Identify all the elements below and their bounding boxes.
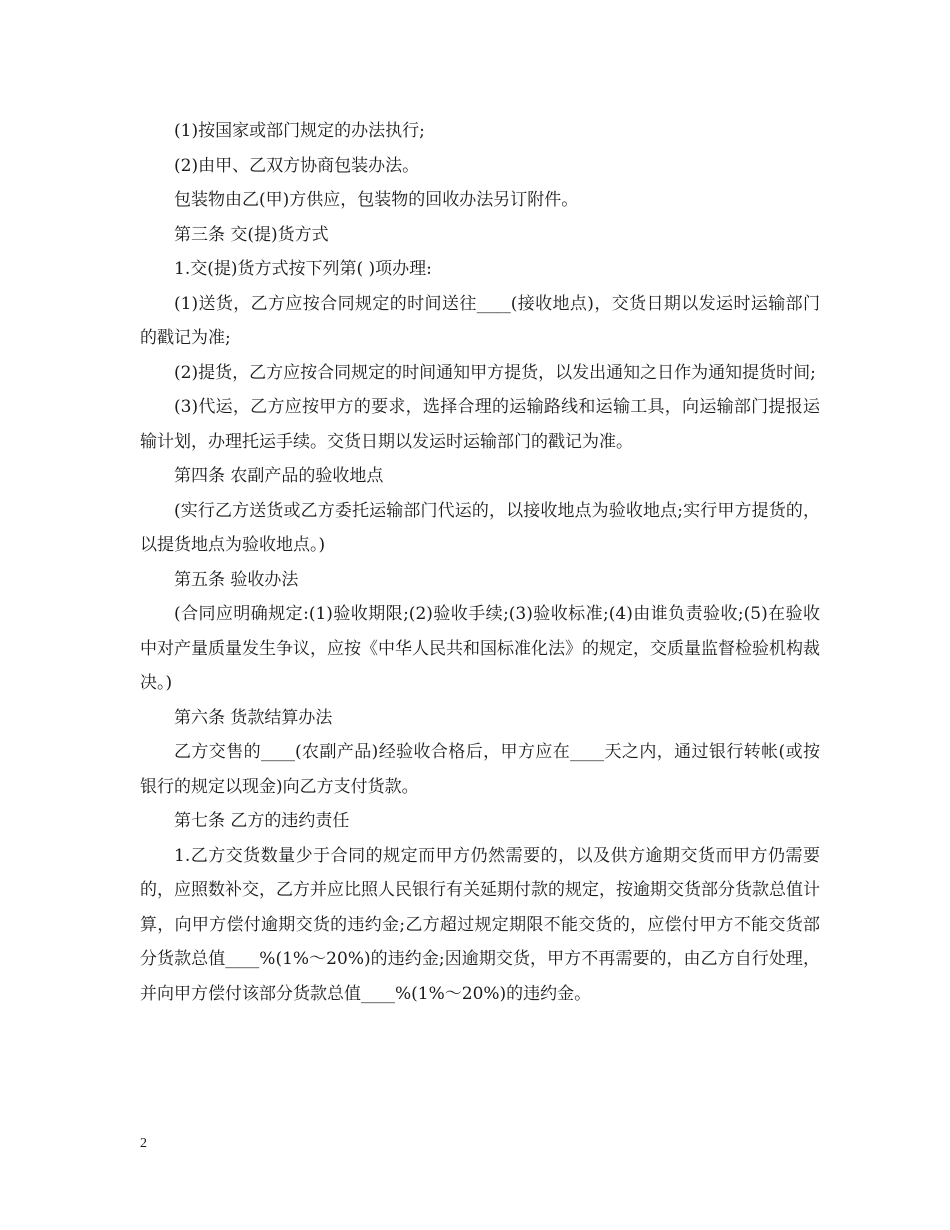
paragraph-delivery-option-1: (1)送货，乙方应按合同规定的时间送往____(接收地点)，交货日期以发运时运输部门的戳记为准; <box>140 293 820 348</box>
paragraph-packing-supply: 包装物由乙(甲)方供应，包装物的回收办法另订附件。 <box>174 190 579 210</box>
paragraph-delivery-option-2: (2)提货，乙方应按合同规定的时间通知甲方提货，以发出通知之日作为通知提货时间; <box>174 362 816 383</box>
heading-article-5: 第五条 验收办法 <box>174 569 299 590</box>
paragraph-delivery-method: 1.交(提)货方式按下列第( )项办理: <box>174 259 432 279</box>
page-number: 2 <box>140 1136 147 1151</box>
heading-article-3: 第三条 交(提)货方式 <box>174 224 329 245</box>
heading-article-4: 第四条 农副产品的验收地点 <box>174 466 384 486</box>
paragraph-inspection-location: (实行乙方送货或乙方委托运输部门代运的，以接收地点为验收地点;实行甲方提货的，以提货地点为验收地点。) <box>140 500 820 555</box>
document-body <box>140 114 820 1011</box>
paragraph-packing-method-1: (1)按国家或部门规定的办法执行; <box>174 121 425 141</box>
paragraph-delivery-option-3: (3)代运，乙方应按甲方的要求，选择合理的运输路线和运输工具，向运输部门提报运输计划，办理托运手续。交货日期以发运时运输部门的戳记为准。 <box>140 397 820 452</box>
heading-article-6: 第六条 货款结算办法 <box>174 707 333 728</box>
paragraph-payment-settlement: 乙方交售的____(农副产品)经验收合格后，甲方应在____天之内，通过银行转帐(或按银行的规定以现金)向乙方支付货款。 <box>140 742 820 797</box>
paragraph-inspection-method: (合同应明确规定:(1)验收期限;(2)验收手续;(3)验收标准;(4)由谁负责验收;(5)在验收中对产量质量发生争议，应按《中华人民共和国标准化法》的规定，交质量监督检验机构裁决。) <box>140 604 820 693</box>
heading-article-7: 第七条 乙方的违约责任 <box>174 811 350 831</box>
paragraph-packing-method-2: (2)由甲、乙双方协商包装办法。 <box>174 155 420 176</box>
paragraph-seller-liability-1: 1.乙方交货数量少于合同的规定而甲方仍然需要的，以及供方逾期交货而甲方仍需要的，应照数补交，乙方并应比照人民银行有关延期付款的规定，按逾期交货部分货款总值计算，向甲方偿付逾期交货的违约金;乙方超过规定期限不能交货的，应偿付甲方不能交货部分货款总值____%(1%～20%)的违约金;因逾期交货，甲方不再需要的，由乙方自行处理，并向甲方偿付该部分货款总值____%(1%～20%)的违约金。 <box>140 845 820 1004</box>
